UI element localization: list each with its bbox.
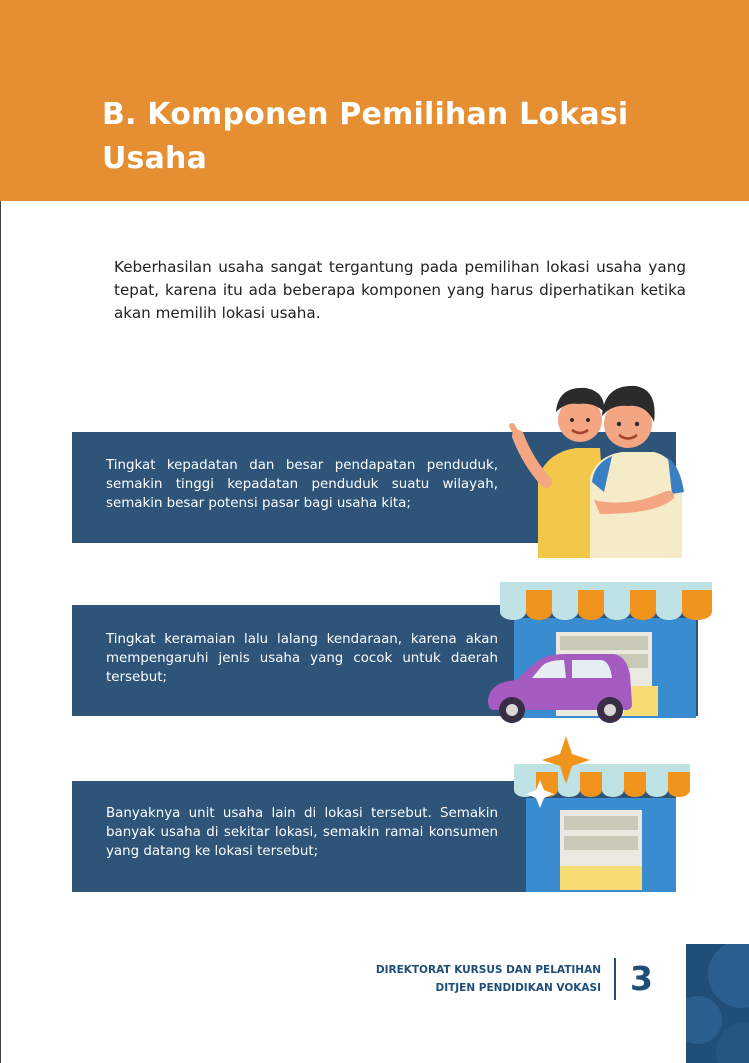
corner-decoration — [686, 944, 749, 1063]
page-border — [0, 201, 1, 1063]
man-left-arm — [518, 436, 546, 482]
info-card-3-text: Banyaknya unit usaha lain di lokasi tersebut. Semakin banyak usaha di sekitar lokasi, semakin ramai konsumen yang datang ke lokasi tersebut; — [106, 806, 498, 859]
page-title: B. Komponen Pemilihan Lokasi Usaha — [102, 97, 629, 176]
footer-line-1: DIREKTORAT KURSUS DAN PELATIHAN — [375, 964, 601, 976]
shop-with-sparkle-icon — [510, 736, 692, 894]
footer-publisher — [340, 961, 601, 997]
footer-divider — [614, 958, 616, 1000]
info-card-2-text: Tingkat keramaian lalu lalang kendaraan, karena akan mempengaruhi jenis usaha yang cocok untuk daerah tersebut; — [106, 632, 498, 685]
info-card-1-text: Tingkat kepadatan dan besar pendapatan penduduk, semakin tinggi kepadatan penduduk suatu wilayah, semakin besar potensi pasar bagi usaha kita; — [106, 458, 498, 511]
two-men-icon — [508, 382, 688, 558]
footer-line-2: DITJEN PENDIDIKAN VOKASI — [435, 982, 601, 994]
page-number: 3 — [630, 959, 653, 998]
shop-awning — [500, 582, 712, 620]
intro-paragraph: Keberhasilan usaha sangat tergantung pada pemilihan lokasi usaha yang tepat, karena itu ada beberapa komponen yang harus diperhatikan ketika akan memilih lokasi usaha. — [114, 258, 686, 322]
shop-with-car-icon — [486, 582, 714, 730]
